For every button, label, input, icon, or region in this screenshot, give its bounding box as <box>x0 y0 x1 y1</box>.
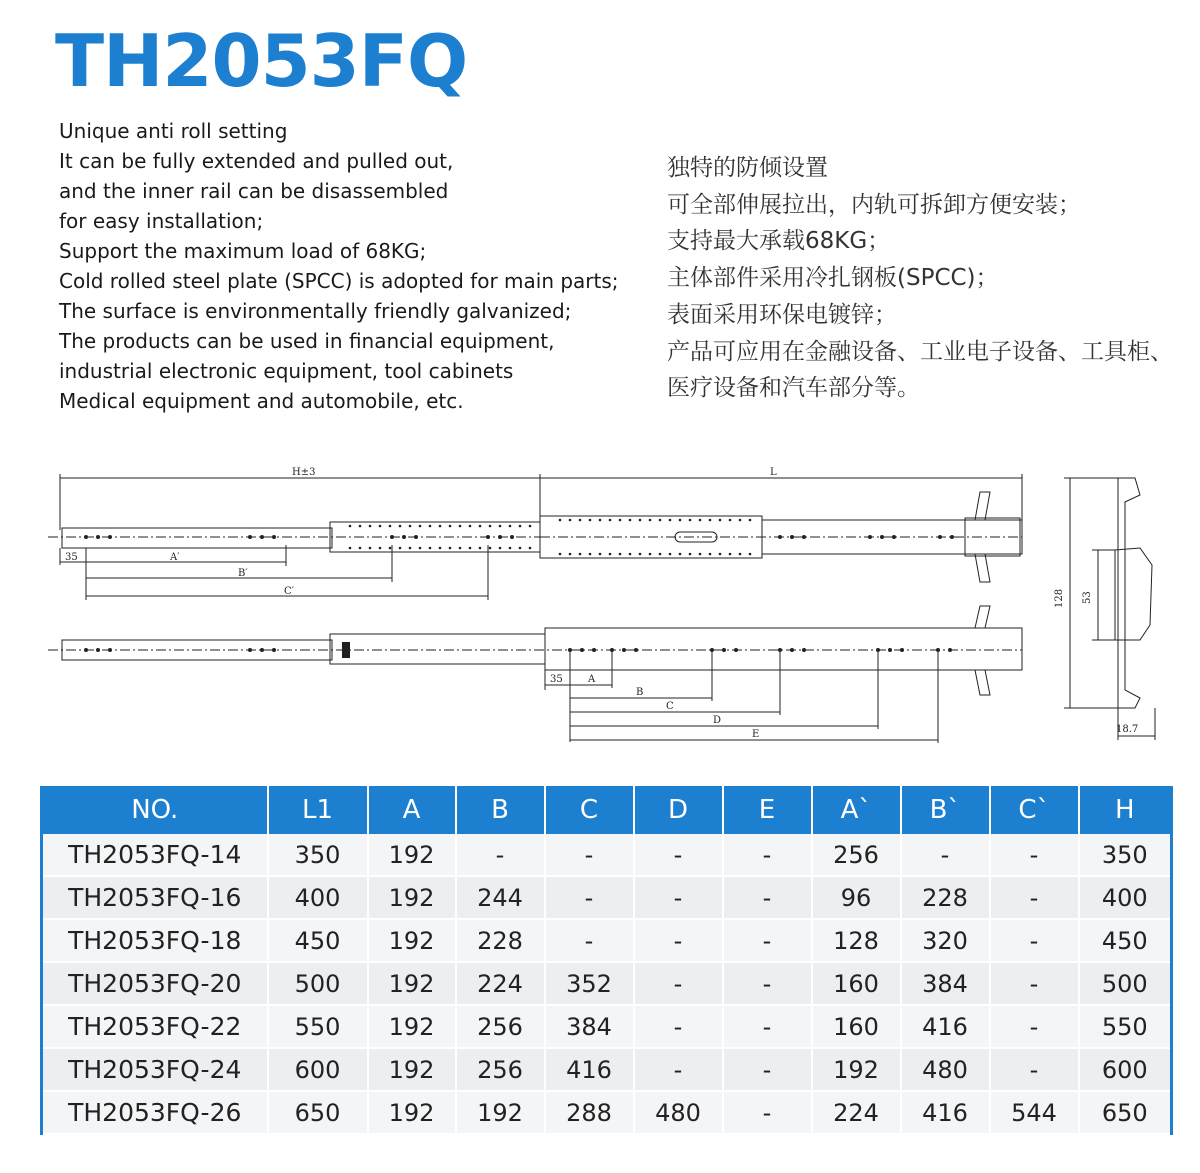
cell-a-prime: 224 <box>812 1091 901 1134</box>
cell-model: TH2053FQ-22 <box>42 1005 268 1048</box>
cell-d: - <box>634 1005 723 1048</box>
cell-model: TH2053FQ-18 <box>42 919 268 962</box>
feature-zh-item: 可全部伸展拉出，内轨可拆卸方便安装； <box>667 191 1081 218</box>
header-a-prime: A` <box>812 786 901 834</box>
cell-h: 350 <box>1079 834 1172 876</box>
header-no: NO. <box>42 786 268 834</box>
dim-label-53: 53 <box>1082 591 1093 604</box>
table-row <box>42 919 1172 962</box>
cell-d: - <box>634 876 723 919</box>
header-b-prime: B` <box>901 786 990 834</box>
feature-en-item: The products can be used in financial equipment, <box>59 329 555 353</box>
feature-zh-item: 主体部件采用冷扎钢板(SPCC)； <box>667 265 999 292</box>
cell-l1: 450 <box>268 919 368 962</box>
cell-a: 192 <box>368 1091 456 1134</box>
header-c: C <box>545 786 634 834</box>
cell-h: 550 <box>1079 1005 1172 1048</box>
cell-c: - <box>545 876 634 919</box>
cell-a: 192 <box>368 1048 456 1091</box>
cell-b-prime: 384 <box>901 962 990 1005</box>
cell-h: 400 <box>1079 876 1172 919</box>
cell-model: TH2053FQ-24 <box>42 1048 268 1091</box>
cell-model: TH2053FQ-20 <box>42 962 268 1005</box>
slide-rail-drawing <box>0 450 1200 770</box>
table-row <box>42 1091 1172 1134</box>
cell-d: - <box>634 1048 723 1091</box>
cell-model: TH2053FQ-26 <box>42 1091 268 1134</box>
dim-label-128: 128 <box>1054 588 1065 608</box>
feature-zh-item: 独特的防倾设置 <box>667 155 828 181</box>
table-row <box>42 1005 1172 1048</box>
cell-a-prime: 192 <box>812 1048 901 1091</box>
cell-c-prime: - <box>990 919 1079 962</box>
cell-d: - <box>634 919 723 962</box>
feature-zh-item: 医疗设备和汽车部分等。 <box>667 375 920 402</box>
table-row <box>42 1048 1172 1091</box>
feature-en-item: Support the maximum load of 68KG; <box>59 239 427 263</box>
dim-label-35-top: 35 <box>65 552 78 563</box>
table-row <box>42 876 1172 919</box>
cell-model: TH2053FQ-14 <box>42 834 268 876</box>
cell-a: 192 <box>368 834 456 876</box>
cell-a-prime: 160 <box>812 962 901 1005</box>
cell-a: 192 <box>368 876 456 919</box>
cell-b: 228 <box>456 919 545 962</box>
dim-label-35-bottom: 35 <box>550 674 563 685</box>
dim-label-e: E <box>752 729 760 740</box>
feature-zh-item: 支持最大承载68KG； <box>667 228 891 255</box>
cell-c: 288 <box>545 1091 634 1134</box>
header-b: B <box>456 786 545 834</box>
dim-label-18-7: 18.7 <box>1116 724 1139 735</box>
cell-c: 352 <box>545 962 634 1005</box>
cell-b: 256 <box>456 1048 545 1091</box>
cell-a: 192 <box>368 1005 456 1048</box>
cell-c-prime: - <box>990 834 1079 876</box>
cell-a-prime: 128 <box>812 919 901 962</box>
cell-d: 480 <box>634 1091 723 1134</box>
cell-a: 192 <box>368 919 456 962</box>
cell-b-prime: 228 <box>901 876 990 919</box>
cell-c: 384 <box>545 1005 634 1048</box>
product-title: TH2053FQ <box>55 19 468 103</box>
header-c-prime: C` <box>990 786 1079 834</box>
cell-d: - <box>634 834 723 876</box>
cell-l1: 350 <box>268 834 368 876</box>
cell-c: 416 <box>545 1048 634 1091</box>
header-h: H <box>1079 786 1172 834</box>
header-e: E <box>723 786 812 834</box>
cell-b: 224 <box>456 962 545 1005</box>
cell-e: - <box>723 962 812 1005</box>
cell-d: - <box>634 962 723 1005</box>
feature-en-item: Unique anti roll setting <box>59 119 288 143</box>
cell-c: - <box>545 919 634 962</box>
cell-a-prime: 160 <box>812 1005 901 1048</box>
feature-zh-item: 产品可应用在金融设备、工业电子设备、工具柜、 <box>667 338 1173 365</box>
feature-en-item: industrial electronic equipment, tool cabinets <box>59 359 514 383</box>
cell-h: 450 <box>1079 919 1172 962</box>
cell-b: 256 <box>456 1005 545 1048</box>
cell-a-prime: 96 <box>812 876 901 919</box>
cell-c-prime: - <box>990 1005 1079 1048</box>
dim-label-l: L <box>770 467 777 478</box>
cell-b-prime: - <box>901 834 990 876</box>
feature-zh-item: 表面采用环保电镀锌； <box>667 301 897 328</box>
header-l1: L1 <box>268 786 368 834</box>
features-chinese <box>667 150 1173 407</box>
header-a: A <box>368 786 456 834</box>
cell-h: 600 <box>1079 1048 1172 1091</box>
feature-en-item: It can be fully extended and pulled out, <box>59 149 454 173</box>
cell-a-prime: 256 <box>812 834 901 876</box>
cell-b-prime: 480 <box>901 1048 990 1091</box>
cell-e: - <box>723 919 812 962</box>
table-row <box>42 962 1172 1005</box>
cell-b-prime: 416 <box>901 1091 990 1134</box>
cell-l1: 500 <box>268 962 368 1005</box>
cell-c-prime: - <box>990 876 1079 919</box>
dim-label-a-prime: A′ <box>170 552 180 563</box>
cell-e: - <box>723 1048 812 1091</box>
cell-b-prime: 320 <box>901 919 990 962</box>
table-header-row <box>42 786 1172 834</box>
feature-en-item: Medical equipment and automobile, etc. <box>59 389 464 413</box>
cell-c-prime: 544 <box>990 1091 1079 1134</box>
header-d: D <box>634 786 723 834</box>
cell-h: 650 <box>1079 1091 1172 1134</box>
feature-en-item: The surface is environmentally friendly galvanized; <box>59 299 572 323</box>
cell-l1: 400 <box>268 876 368 919</box>
cell-h: 500 <box>1079 962 1172 1005</box>
cell-b: 192 <box>456 1091 545 1134</box>
cell-c-prime: - <box>990 1048 1079 1091</box>
cell-l1: 650 <box>268 1091 368 1134</box>
cell-l1: 550 <box>268 1005 368 1048</box>
table-row <box>42 834 1172 876</box>
cell-model: TH2053FQ-16 <box>42 876 268 919</box>
cell-c-prime: - <box>990 962 1079 1005</box>
feature-en-item: and the inner rail can be disassembled <box>59 179 449 203</box>
dim-label-a: A <box>588 674 596 685</box>
dim-label-c: C <box>666 701 674 712</box>
feature-en-item: Cold rolled steel plate (SPCC) is adopted for main parts; <box>59 269 619 293</box>
dim-label-h: H±3 <box>292 467 316 478</box>
dim-label-b: B <box>636 687 644 698</box>
cell-e: - <box>723 1091 812 1134</box>
dim-label-b-prime: B′ <box>238 568 248 579</box>
cell-b: 244 <box>456 876 545 919</box>
dim-label-d: D <box>713 715 722 726</box>
cell-b-prime: 416 <box>901 1005 990 1048</box>
dim-label-c-prime: C′ <box>284 586 294 597</box>
cell-l1: 600 <box>268 1048 368 1091</box>
cell-e: - <box>723 834 812 876</box>
cell-c: - <box>545 834 634 876</box>
cell-e: - <box>723 876 812 919</box>
spec-table <box>40 786 1173 1135</box>
cell-a: 192 <box>368 962 456 1005</box>
cell-e: - <box>723 1005 812 1048</box>
cell-b: - <box>456 834 545 876</box>
features-english <box>59 116 619 416</box>
feature-en-item: for easy installation; <box>59 209 264 233</box>
